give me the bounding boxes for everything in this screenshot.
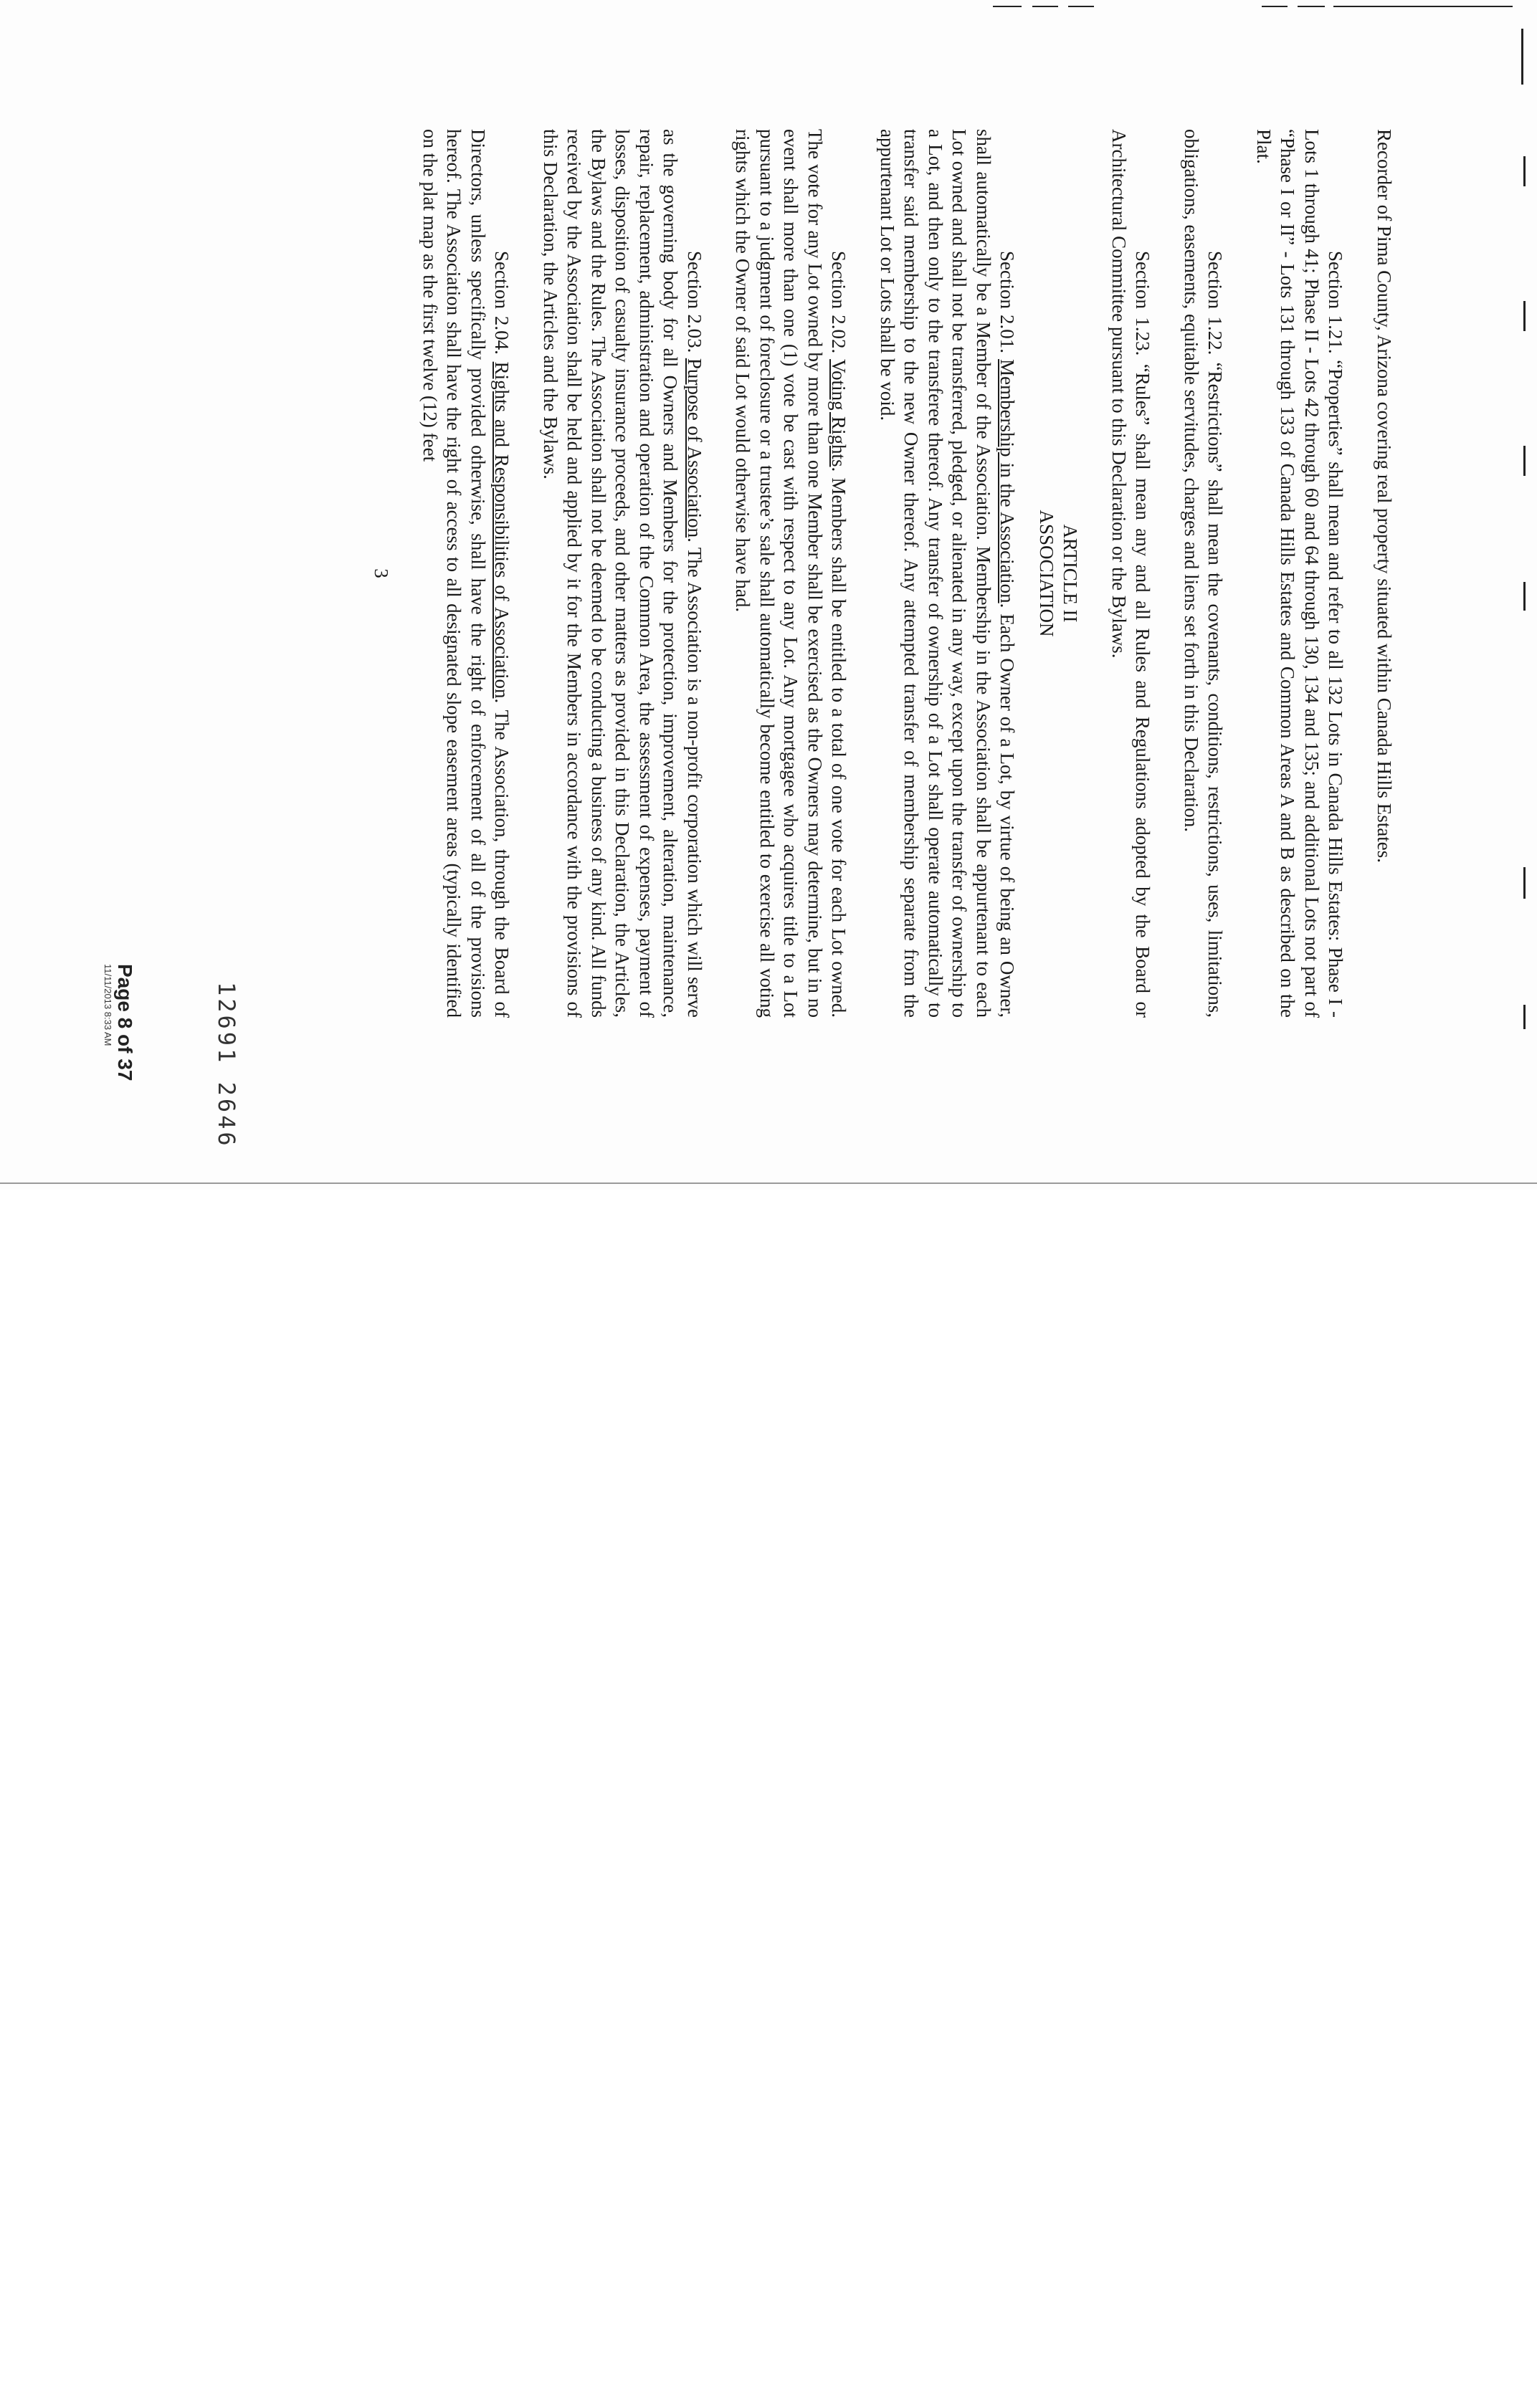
scan-tick-mark (1298, 6, 1325, 7)
scan-tick-mark (1068, 6, 1094, 7)
section-1-22: Section 1.22. “Restrictions” shall mean the covenants, conditions, restrictions, uses, limitations, obligations, easements, equitable servitudes, charges and liens set forth in this Declaration. (1181, 129, 1227, 1018)
scan-tick-mark (1523, 301, 1526, 331)
section-2-04 (418, 129, 514, 1018)
scan-tick-mark (1521, 29, 1523, 85)
section-2-03 (538, 129, 707, 1018)
scan-tick-mark (1523, 582, 1526, 611)
section-1-23: Section 1.23. “Rules” shall mean any and all Rules and Regulations adopted by the Board or Architectural Committee pursuant to this Declaration or the Bylaws. (1108, 129, 1154, 1018)
article-subtitle: ASSOCIATION (1036, 510, 1058, 637)
article-heading (1035, 129, 1082, 1018)
scan-tick-mark (993, 6, 1022, 7)
recording-stamp: 12691 2646 (213, 982, 240, 1149)
page-number: 3 (371, 568, 393, 578)
page-footer (72, 964, 136, 1136)
section-2-02-text: . Members shall be entitled to a total of one vote for each Lot owned. The vote for any Lot owned by more than one Member shall be exercised as the Owners may determine, but in no event shall more than one (1) vote be cast with respect to any Lot. Any mortgagee who acquires title to a Lot pursuant to a judgment of foreclosure or a trustee’s sale shall automatically become entitled to exercise all voting rights which the Owner of said Lot would otherwise have had. (732, 129, 850, 1018)
document-body (199, 129, 1396, 1018)
section-2-04-text: . The Association, through the Board of Directors, unless specifically provided otherwise, shall have the right of enforcement of all of the provisions hereof. The Association shall have the right of access to all designated slope easement areas (typically identified on the plat map as the first twelve (12) feet (419, 129, 513, 1018)
recording-timestamp: 11/11/2013 8:33 AM (103, 964, 113, 1046)
article-title: ARTICLE II (1060, 524, 1082, 623)
section-2-01 (875, 129, 1019, 1018)
section-2-03-text: . The Association is a non-profit corporation which will serve as the governing body for all Owners and Members for the protection, improvement, alteration, maintenance, repair, replacement, administration and operation of the Common Area, the assessment of expenses, payment of losses, disposition of casualty insurance proceeds, and other matters as provided in this Declaration, the Articles, the Bylaws and the Rules. The Association shall not be deemed to be conducting a business of any kind. All funds received by the Association shall be held and applied by it for the Members in accordance with the provisions of this Declaration, the Articles and the Bylaws. (540, 129, 705, 1018)
section-2-03-number: Section 2.03. (684, 251, 705, 353)
scan-tick-mark (1262, 6, 1288, 7)
section-2-01-number: Section 2.01. (996, 251, 1019, 354)
scan-edge-line (0, 1182, 1537, 1184)
section-2-01-text: . Each Owner of a Lot, by virtue of being an Owner, shall automatically be a Member of the Association. Membership in the Association shall be appurtenant to each Lot owned and shall not be transferred, pledged, or alienated in any way, except upon the transfer of ownership to a Lot, and then only to the transferee thereof. Any transfer of ownership of a Lot shall operate automatically to transfer said membership to the new Owner thereof. Any attempted transfer of membership separate from the appurtenant Lot or Lots shall be void. (877, 129, 1019, 1018)
scan-tick-mark (1523, 1005, 1526, 1029)
section-2-02-number: Section 2.02. (828, 251, 850, 354)
section-1-21: Section 1.21. “Properties” shall mean and refer to all 132 Lots in Canada Hills Estates: Phase I - Lots 1 through 41; Phase II - Lots 42 through 60 and 64 through 130, 134 and 135; and additional Lots not part of “Phase I or II” - Lots 131 through 133 of Canada Hills Estates and Common Areas A and B as described on the Plat. (1253, 129, 1347, 1018)
section-2-04-title: Rights and Responsibilities of Association (491, 361, 513, 699)
page-count-label: Page 8 of 37 (114, 964, 136, 1081)
section-2-01-title: Membership in the Association (996, 359, 1019, 603)
scan-tick-mark (1523, 156, 1526, 186)
section-2-04-number: Section 2.04. (491, 251, 513, 355)
scan-tick-mark (1523, 446, 1526, 476)
section-2-02-title: Voting Rights (828, 359, 850, 467)
scan-tick-mark (1333, 6, 1513, 7)
section-2-03-title: Purpose of Association (684, 358, 705, 538)
opening-line: Recorder of Pima County, Arizona covering real property situated within Canada Hills Estates. (1374, 129, 1395, 863)
scan-tick-mark (1523, 867, 1526, 899)
section-2-02 (731, 129, 851, 1018)
scan-tick-mark (1032, 6, 1058, 7)
